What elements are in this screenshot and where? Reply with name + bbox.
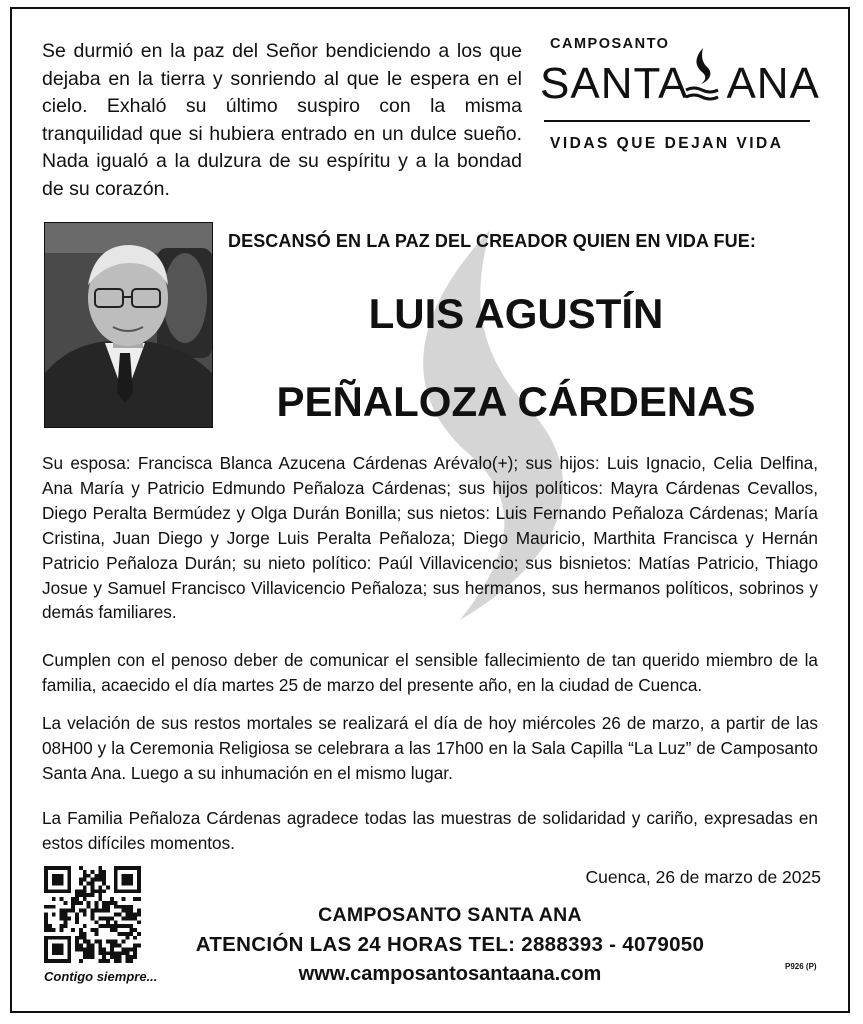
notice-paragraph: Cumplen con el penoso deber de comunicar el sensible fallecimiento de tan querido miembro de la familia, acaecido el día martes 25 de marzo del presente año, en la ciudad de Cuenca. xyxy=(42,650,818,695)
deceased-portrait xyxy=(44,222,213,428)
slogan: Contigo siempre... xyxy=(44,969,158,984)
deceased-first-names: LUIS AGUSTÍN xyxy=(368,290,664,337)
thanks-paragraph: La Familia Peñaloza Cárdenas agradece todas las muestras de solidaridad y cariño, expresadas en estos difíciles momentos. xyxy=(42,808,818,853)
logo-tagline: VIDAS QUE DEJAN VIDA xyxy=(550,135,784,152)
services-paragraph: La velación de sus restos mortales se realizará el día de hoy miércoles 26 de marzo, a partir de las 08H00 y la Ceremonia Religiosa se celebrara a las 17h00 en la Sala Capilla “La Luz” de Camposanto Santa Ana. Luego a su inhumación en el mismo lugar. xyxy=(42,713,818,783)
dateline: Cuenca, 26 de marzo de 2025 xyxy=(585,867,821,887)
logo-kicker: CAMPOSANTO xyxy=(550,36,670,52)
ad-code: P926 (P) xyxy=(785,962,817,971)
footer-company: CAMPOSANTO SANTA ANA xyxy=(318,904,582,926)
announcement-heading: DESCANSÓ EN LA PAZ DEL CREADOR QUIEN EN VIDA FUE: xyxy=(228,231,756,251)
logo-wordmark xyxy=(540,58,820,110)
intro-paragraph: Se durmió en la paz del Señor bendiciendo a los que dejaba en la tierra y sonriendo al que le espera en el cielo. Exhaló su último suspiro con la misma tranquilidad que si hubiera entrado en un dulce sueño. Nada igualó a la dulzura de su espíritu y a la bondad de su corazón. xyxy=(42,40,522,200)
logo-word-left: SANTA xyxy=(540,59,689,108)
qr-code-icon[interactable] xyxy=(44,866,141,963)
logo-word-right: ANA xyxy=(726,59,820,108)
logo-divider xyxy=(544,120,810,122)
footer-phone-line: ATENCIÓN LAS 24 HORAS TEL: 2888393 - 4079050 xyxy=(195,933,705,956)
deceased-surnames: PEÑALOZA CÁRDENAS xyxy=(276,378,756,425)
camposanto-logo xyxy=(540,36,820,161)
family-paragraph: Su esposa: Francisca Blanca Azucena Cárdenas Arévalo(+); sus hijos: Luis Ignacio, Celia Delfina, Ana María y Patricio Edmundo Peñaloza Cárdenas; sus hijos políticos: Mayra Cárdenas Cevallos, Diego Peralta Bermúdez y Olga Durán Bonilla; sus nietos: Luis Fernando Peñaloza Cárdenas; María Cristina, Juan Diego y Jorge Luis Peralta Peñaloza; Diego Mauricio, Marthita Francisca y Hernán Patricio Peñaloza Durán; su nieto político: Paúl Villavicencio; sus bisnietos: Matías Patricio, Thiago Josue y Samuel Francisco Villavicencio Peñaloza; sus hermanos, sus hermanos políticos, sobrinos y demás familiares. xyxy=(42,453,818,623)
flame-icon xyxy=(682,46,722,110)
footer-website-link[interactable]: www.camposantosantaana.com xyxy=(298,963,602,985)
